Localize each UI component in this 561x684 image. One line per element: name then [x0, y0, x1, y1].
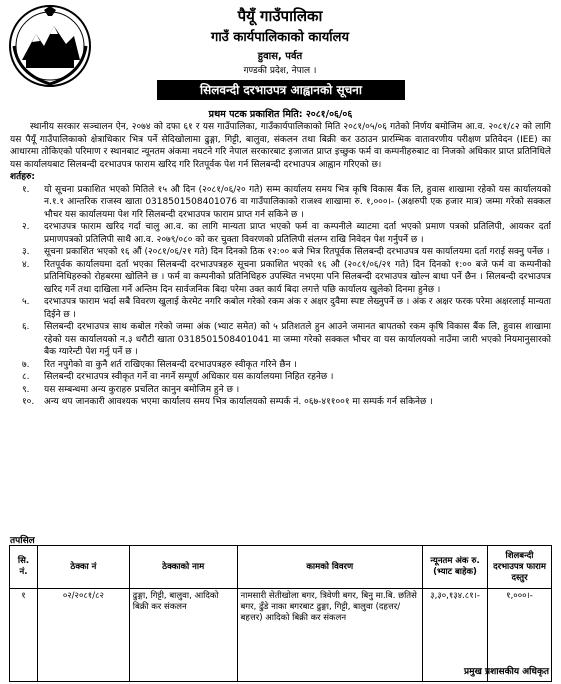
condition-text: दरभाउपत्र फाराम भर्दा सबै विवरण खुलाई केरमेट नगरि कबोल गरेको रकम अंक र अक्षर दुवैमा स्पष्ट लेख्नुपर्ने छ । अंक र अक्षर फरक परेमा अक्षरलाई मान्यता दिईने छ ।: [44, 297, 551, 320]
notice-body: [10, 121, 551, 409]
condition-item: [10, 296, 551, 321]
column-header: ठेक्का नं: [37, 546, 129, 589]
column-header: सि. नं.: [10, 546, 38, 589]
condition-number: ६.: [22, 322, 30, 332]
condition-number: ५.: [22, 297, 30, 307]
column-header: न्यूनतम अंक रु. (भ्याट बाहेक): [423, 546, 488, 589]
condition-number: ८.: [22, 372, 30, 382]
condition-item: [10, 184, 551, 222]
condition-text: रित नपुगेको वा कुनै शर्त राखिएका सिलबन्दी दरभाउपत्रहरु स्वीकृत गरिने छैन ।: [44, 359, 297, 370]
table-cell: ढुङ्गा, गिट्टी, बालुवा, आदिको बिक्री कर संकलन: [129, 589, 237, 682]
condition-item: [10, 246, 551, 259]
condition-number: ३.: [22, 247, 30, 257]
condition-number: १.: [22, 184, 30, 195]
condition-text: सूचना प्रकाशित भएको १६ औं (२०८१/०६/२१ गते) दिन दिनको ठिक १२:०० बजे भित्र रितपूर्वक सिलबन्दी दरभाउपत्र यस कार्यालयमा दर्ता गराई सक्नु पर्नेछ ।: [44, 247, 550, 257]
condition-text: सिलबन्दी दरभाउपत्र स्वीकृत गर्ने वा नगर्ने सम्पूर्ण अधिकार यस कार्यालयमा निहित रहनेछ ।: [44, 372, 334, 382]
condition-text: सिलबन्दी दरभाउपत्र साथ कबोल गरेको जम्मा अंक (भ्याट समेत) को ५ प्रतिशतले हुन आउने जमानत बापतको रकम कृषि विकास बैंक लि, हुवास शाखामा रहेको यस कार्यालयको न.३ धरौटी खाता 0318501508401041 मा जम्मा गरेको सक्कल भौचर वा यस कार्यालयको नाउँमा जारी भएको नियमानुसारको बैक ग्यारेन्टी पेश गर्नु पर्ने छ ।: [44, 322, 551, 357]
condition-text: यस सम्बन्धमा अन्य कुराहरु प्रचलित कानुन बमोजिम हुने छ ।: [44, 384, 240, 395]
signature-line: प्रमुख प्रशासकीय अधिकृत: [463, 667, 549, 677]
office-address: हुवास, पर्वत: [257, 51, 303, 62]
schedule-table: [9, 545, 552, 682]
notice-title: सिलवन्दी दरभाउपत्र आह्वानको सूचना: [157, 80, 405, 100]
condition-item: [10, 259, 551, 297]
publication-date: प्रथम पटक प्रकाशित मिति: २०८१/०६/०६: [208, 109, 353, 120]
column-header: ठेक्काको नाम: [129, 546, 237, 589]
table-cell: १: [10, 589, 38, 682]
office-name: गाउँ कार्यपालिकाको कार्यालय: [211, 30, 349, 45]
condition-text: दरभाउपत्र फाराम खरिद गर्दा चालु आ.व. का लागि मान्यता प्राप्त भएको फर्म वा कम्पनीले ब्याटमा दर्ता भएको प्रमाण पत्रको प्रतिलिपी, आयकर दर्ता प्रमाणपत्रको प्रतिलिपी साथै आ.व. २०७९/०८० को कर चुक्ता विवरणको प्रतिलिपी संलग्न राखि निवेदन पेश गर्नुपर्ने छ ।: [44, 222, 551, 245]
condition-item: [10, 396, 551, 409]
condition-text: यो सूचना प्रकाशित भएको मितिले १५ औ दिन (२०८१/०६/२० गते) सम्म कार्यालय समय भित्र कृषि विकास बैंक लि, हुवास शाखामा रहेको यस कार्यालयको न.१.१ आन्तरिक राजस्व खाता 0318501508401076 वा गाउँपालिकाको राजश्व शाखामा रु. १,०००।- (अक्षरुपी एक हजार मात्र) जम्मा गरेको सक्कल भौचर यस कार्यालयमा पेश गरि सिलबन्दी दरभाउपत्र फाराम प्राप्त गर्न सकिने छ ।: [44, 184, 551, 220]
schedule-label: तपसिल: [10, 536, 35, 546]
table-header-row: [10, 546, 552, 589]
municipality-name: पैयूँ गाउँपालिका: [237, 7, 323, 25]
conditions-list: [10, 184, 551, 409]
province-country: गण्डकी प्रदेश, नेपाल ।: [243, 66, 317, 76]
table-cell: नामसारी सेतीखोला बगर, त्रिवेणी बगर, बिनु मा.बि. छतिसे बगर, ढुँडे नाका बगरबाट ढुङ्गा, गिट्टी, बालुवा (दहत्तर/बहत्तर) आदिको बिक्री कर संकलन: [237, 589, 423, 682]
condition-number: ४.: [22, 259, 30, 270]
condition-item: [10, 321, 551, 359]
condition-number: ९.: [22, 384, 30, 395]
condition-text: रितपूर्वक कार्यालयमा दर्ता भएका सिलबन्दी दरभाउपत्रहरु सूचना प्रकाशित भएको १६ औ (२०८१/०६/२१ गते) दिन दिनको १:०० बजे फर्म वा कम्पनीको प्रतिनिधिहरुको रोहबरमा खोलिने छ । फर्म वा कम्पनीको प्रतिनिधिहरु उपस्थित नभएमा पनि सिलबन्दी दरभाउपत्र खोल्न बाधा पर्ने छैन । सिलबन्दी दरभाउपत्र खरिद गर्ने तथा दाखिला गर्ने अन्तिम दिन सार्वजनिक बिदा परेमा उक्त कार्य बिदा लगत्ते पछि कार्यालय खुलेको दिनमा हुनेछ ।: [44, 259, 551, 295]
condition-number: ७.: [22, 359, 30, 370]
condition-number: २.: [22, 222, 30, 232]
condition-item: [10, 359, 551, 372]
column-header: शिलबन्दी दरभाउपत्र फाराम दस्तुर: [488, 546, 552, 589]
condition-item: [10, 384, 551, 397]
table-cell: १,०००।-: [488, 589, 552, 682]
condition-number: १०.: [22, 397, 35, 407]
table-cell: ३,३०,१३४.८१।-: [423, 589, 488, 682]
condition-item: [10, 221, 551, 246]
nepal-emblem-icon: [8, 4, 92, 88]
condition-text: अन्य थप जानकारी आवश्यक भएमा कार्यालय समय भित्र कार्यालयको सम्पर्क नं. ०६७-४११००१ मा सम्पर्क गर्न सकिनेछ ।: [44, 397, 433, 407]
intro-paragraph: स्थानीय सरकार सञ्चालन ऐन, २०७४ को दफा ६१ र यस गाउँपालिका, गाउँकार्यपालिकाको मिति २०८१/०५/०६ गतेको निर्णय बमोजिम आ.व. २०८१/८२ को लागि यस पैयूँ गाउँपालिकाको क्षेत्राधिकार भित्र पर्ने सेदिखोलामा ढुङ्गा, गिट्टी, बालुवा, संकलन तथा बिक्री कर उठाउन प्रारम्भिक वातावरणीय परीक्षण प्रतिवेदन (IEE) का आधारमा तोकिएको परिमाण र स्थानबाट न्यूनतम अंकमा नघटने गरि नेपाल सरकारबाट इजाजत प्राप्त इच्छुक फर्म वा कम्पनीहरुबाट वा निजको अधिकार प्राप्त प्रतिनिधिले यस कार्यालयबाट सिलबन्दी दरभाउपत्र फाराम खरिद गरि रितपूर्वक पेश गर्न सिलबन्दी दरभाउपत्र आह्वान गरिएको छ।: [10, 122, 551, 170]
table-cell: ०२/२०८१/८२: [37, 589, 129, 682]
column-header: कामको विवरण: [237, 546, 423, 589]
conditions-heading: शर्तहरु:: [10, 172, 36, 182]
condition-item: [10, 371, 551, 384]
